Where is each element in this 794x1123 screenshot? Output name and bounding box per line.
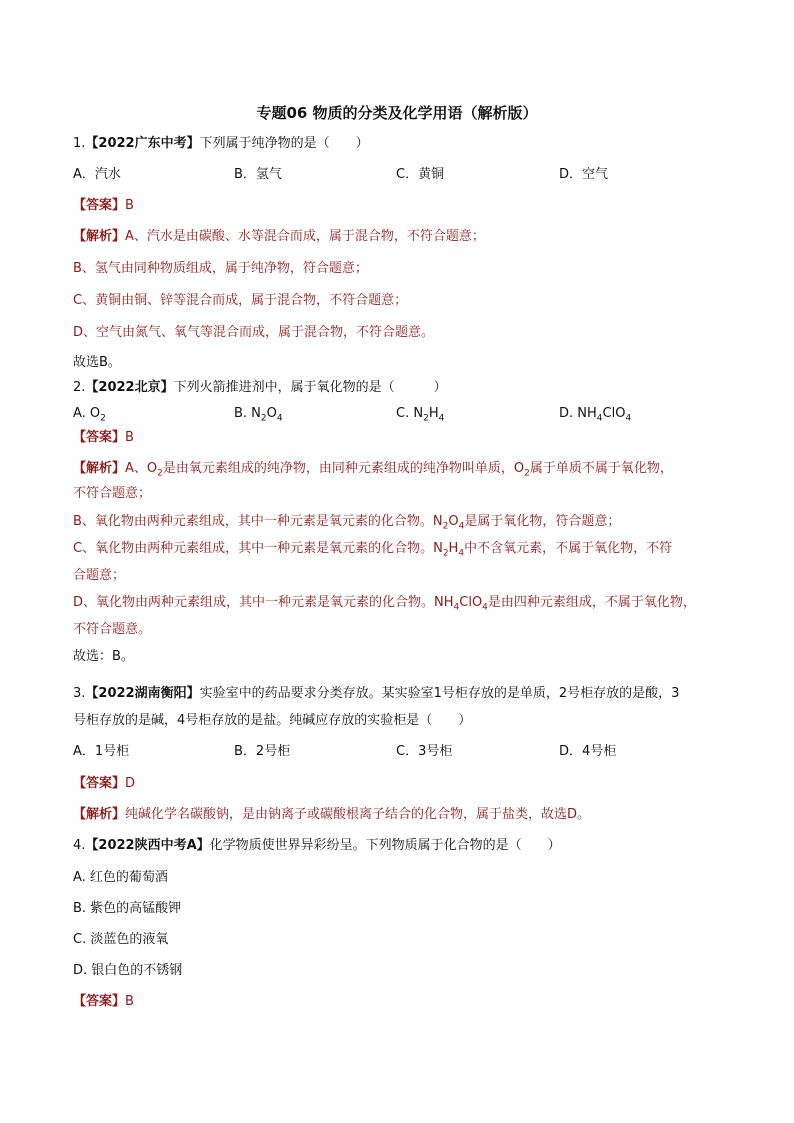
question-3-stem <box>73 686 733 702</box>
page-title: 专题06 物质的分类及化学用语（解析版） <box>256 104 538 122</box>
question-2-analysis-a: 【解析】A、$O_2$是由氧元素组成的纯净物，由同种元素组成的纯净物叫单质，$O_2$属于单质不属于氧化物， <box>73 461 673 479</box>
question-4-option-b: B. 紫色的高锰酸钾 <box>73 901 182 916</box>
question-source: 【2022北京】 <box>85 380 174 395</box>
question-2-stem <box>73 380 733 396</box>
option-c: C．黄铜 <box>396 167 445 182</box>
question-4-option-a: A. 红色的葡萄酒 <box>73 870 168 885</box>
option-c: C．3号柜 <box>396 744 453 759</box>
question-3-answer <box>73 776 733 792</box>
question-text: 实验室中的药品要求分类存放。某实验室1号柜存放的是单质，2号柜存放的是酸，3 <box>199 686 680 701</box>
answer-value: B <box>125 198 134 213</box>
option-a: A．汽水 <box>73 167 121 182</box>
option-a: A．1号柜 <box>73 744 130 759</box>
option-b: B．氢气 <box>234 167 282 182</box>
question-2-analysis-a-cont: 不符合题意； <box>73 486 152 501</box>
question-1-stem <box>73 136 733 152</box>
question-number: 4. <box>73 838 86 853</box>
analysis-text: A、汽水是由碳酸、水等混合而成，属于混合物，不符合题意； <box>125 229 485 244</box>
question-2-conclusion: 故选：B。 <box>73 649 134 664</box>
answer-tag: 【答案】 <box>73 776 126 791</box>
question-4-option-d: D. 银白色的不锈钢 <box>73 963 183 978</box>
option-d: D. $NH_4ClO_4$ <box>559 406 632 424</box>
answer-value: B <box>125 430 134 445</box>
question-4-stem <box>73 838 733 854</box>
option-d: D．4号柜 <box>559 744 617 759</box>
question-2-analysis-c-cont: 合题意； <box>73 568 126 583</box>
question-number: 1. <box>73 136 86 151</box>
question-3-stem-cont: 号柜存放的是碱，4号柜存放的是盐。纯碱应存放的实验柜是（ ） <box>73 713 472 728</box>
question-number: 3. <box>73 686 86 701</box>
question-1-analysis-b: B、氢气由同种物质组成，属于纯净物，符合题意； <box>73 261 368 276</box>
analysis-tag: 【解析】 <box>73 807 126 822</box>
question-2-analysis-c: C、氧化物由两种元素组成，其中一种元素是氧元素的化合物。$N_2H_4$中不含氧元素，不属于氧化物，不符 <box>73 541 673 559</box>
analysis-text: 纯碱化学名碳酸钠，是由钠离子或碳酸根离子结合的化合物，属于盐类，故选D。 <box>125 807 591 822</box>
option-a: A. $O_2$ <box>73 406 106 424</box>
question-source: 【2022陕西中考A】 <box>85 838 210 853</box>
question-source: 【2022广东中考】 <box>85 136 200 151</box>
option-c: C. $N_2H_4$ <box>396 406 445 424</box>
option-d: D．空气 <box>559 167 609 182</box>
question-text: 化学物质使世界异彩纷呈。下列物质属于化合物的是（ ） <box>209 838 561 853</box>
question-1-answer <box>73 198 733 214</box>
answer-tag: 【答案】 <box>73 994 126 1009</box>
answer-value: B <box>125 994 134 1009</box>
question-4-option-c: C. 淡蓝色的液氧 <box>73 932 169 947</box>
option-b: B．2号柜 <box>234 744 291 759</box>
question-text: 下列火箭推进剂中，属于氧化物的是（ ） <box>173 380 447 395</box>
answer-tag: 【答案】 <box>73 198 126 213</box>
question-2-answer <box>73 430 733 446</box>
answer-value: D <box>125 776 136 791</box>
option-b: B. $N_2O_4$ <box>234 406 283 424</box>
question-text: 下列属于纯净物的是（ ） <box>199 136 369 151</box>
question-1-conclusion: 故选B。 <box>73 355 121 370</box>
analysis-tag: 【解析】 <box>73 229 126 244</box>
answer-tag: 【答案】 <box>73 430 126 445</box>
question-1-analysis-a <box>73 229 733 245</box>
question-source: 【2022湖南衡阳】 <box>85 686 200 701</box>
question-2-analysis-d: D、氧化物由两种元素组成，其中一种元素是氧元素的化合物。$NH_4ClO_4$是由四种元素组成，不属于氧化物， <box>73 595 696 613</box>
question-2-analysis-b: B、氧化物由两种元素组成，其中一种元素是氧元素的化合物。$N_2O_4$是属于氧化物，符合题意； <box>73 514 621 532</box>
question-4-answer <box>73 994 733 1010</box>
question-1-analysis-d: D、空气由氮气、氧气等混合而成，属于混合物，不符合题意。 <box>73 325 435 340</box>
question-3-analysis <box>73 807 733 823</box>
question-2-analysis-d-cont: 不符合题意。 <box>73 622 152 637</box>
question-1-analysis-c: C、黄铜由铜、锌等混合而成，属于混合物，不符合题意； <box>73 293 408 308</box>
analysis-tag: 【解析】 <box>73 461 126 476</box>
question-number: 2. <box>73 380 86 395</box>
